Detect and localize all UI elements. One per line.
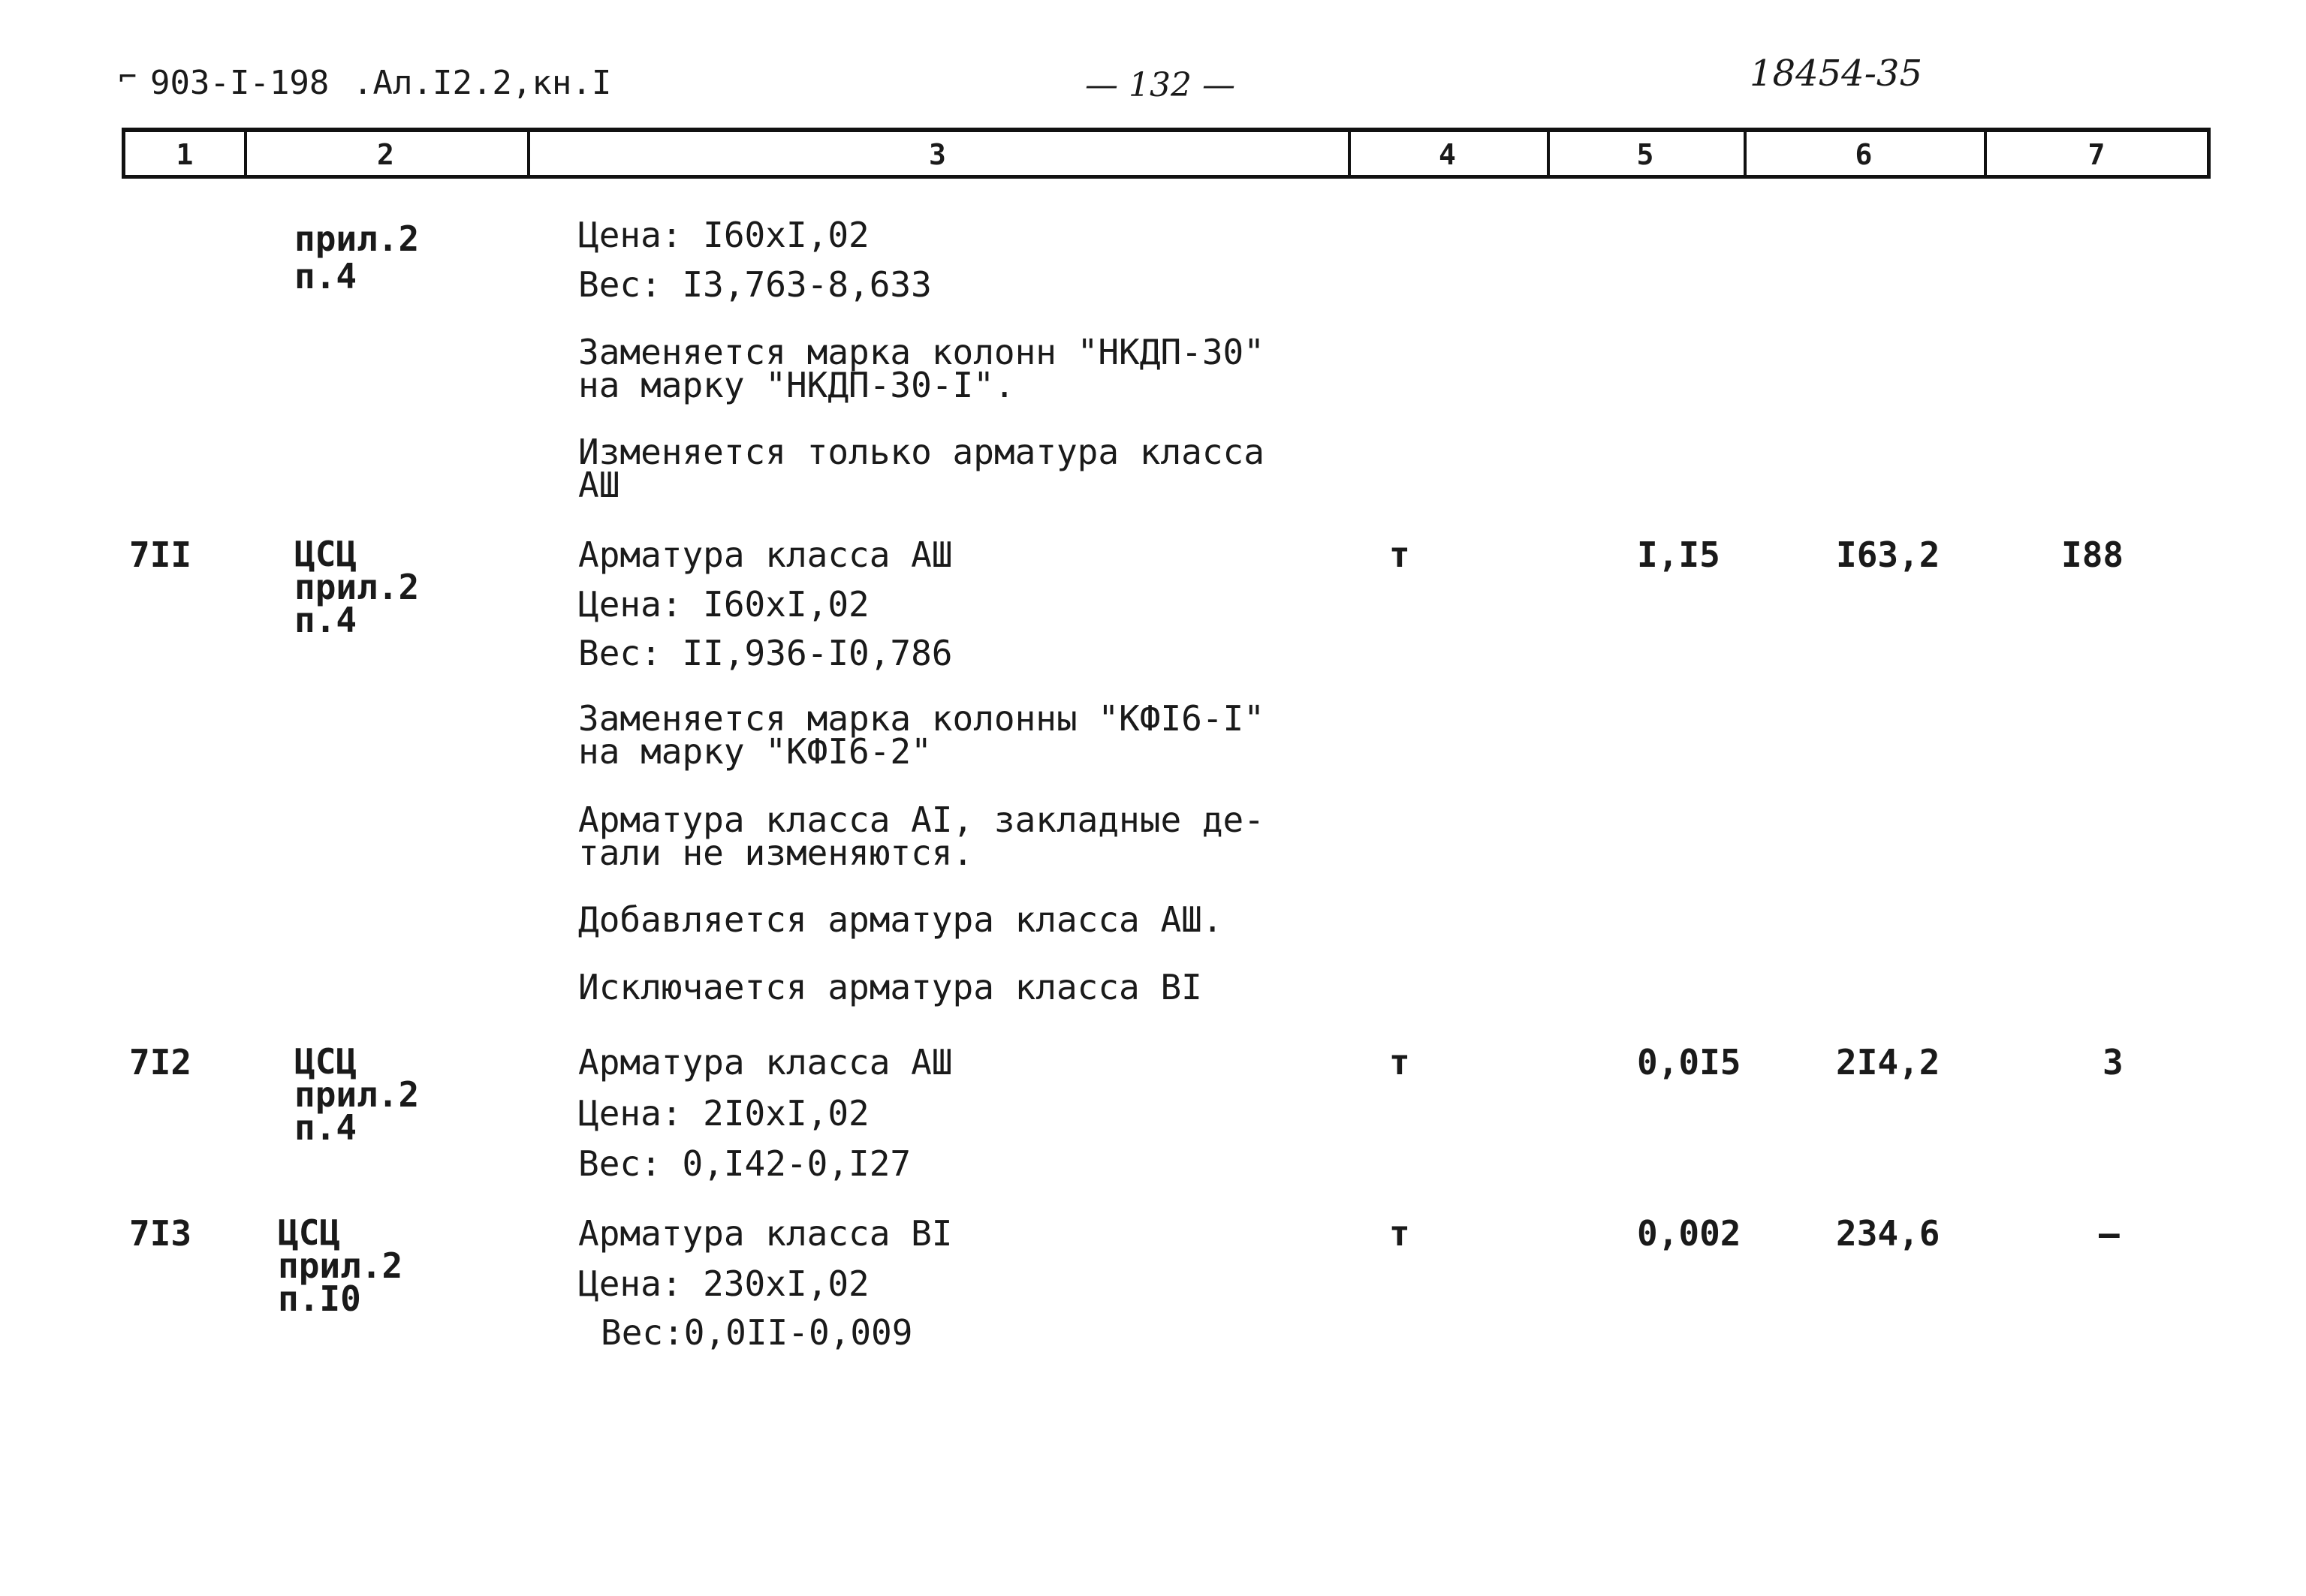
row-line: Исключается арматура класса ВI bbox=[578, 967, 1202, 1007]
row-line: Арматура класса ВI bbox=[578, 1213, 953, 1254]
column-number: 4 bbox=[1439, 138, 1456, 171]
corner-mark: ⌐ bbox=[119, 60, 137, 95]
row-unit: т bbox=[1389, 535, 1410, 575]
column-number: 7 bbox=[2087, 138, 2106, 171]
column-number: 3 bbox=[929, 138, 946, 171]
row-price: 2I4,2 bbox=[1836, 1042, 1940, 1083]
row-line: Арматура класса АШ bbox=[578, 535, 953, 575]
column-number: 1 bbox=[176, 138, 194, 171]
row-line: Добавляется арматура класса АШ. bbox=[578, 899, 1223, 940]
row-id: 7II bbox=[129, 535, 192, 575]
row-source: ЦСЦ прил.2 п.I0 bbox=[278, 1212, 403, 1319]
row-line: Цена: 2I0xI,02 bbox=[578, 1093, 870, 1134]
column-number: 2 bbox=[377, 138, 394, 171]
page-number: — 132 — bbox=[1085, 66, 1235, 104]
document-code: 903-I-198 bbox=[150, 64, 330, 102]
column-number: 6 bbox=[1855, 138, 1873, 171]
row-line: Цена: I60xI,02 bbox=[578, 584, 870, 625]
row-line: Арматура класса АI, закладные де- тали не изменяются. bbox=[578, 800, 1265, 873]
row-source: ЦСЦ прил.2 п.4 bbox=[294, 534, 420, 640]
row-quantity: I,I5 bbox=[1637, 535, 1720, 575]
row-source: прил.2 п.4 bbox=[294, 218, 420, 297]
row-line: Вес: II,936-I0,786 bbox=[578, 633, 953, 673]
row-total: – bbox=[2099, 1213, 2120, 1254]
row-line: Цена: I60xI,02 bbox=[578, 215, 870, 255]
row-price: 234,6 bbox=[1836, 1213, 1940, 1254]
document-code-suffix: .Ал.I2.2,кн.I bbox=[353, 64, 612, 102]
row-line: Заменяется марка колонн "НКДП-30" на марку "НКДП-30-I". bbox=[578, 332, 1265, 405]
row-line: Заменяется марка колонны "КФI6-I" на марку "КФI6-2" bbox=[578, 698, 1265, 772]
row-quantity: 0,002 bbox=[1637, 1213, 1741, 1254]
row-total: I88 bbox=[2061, 535, 2124, 575]
row-line: Изменяется только арматура класса АШ bbox=[578, 432, 1265, 505]
row-line: Цена: 230xI,02 bbox=[578, 1263, 870, 1304]
row-unit: т bbox=[1389, 1213, 1410, 1254]
row-line: Вес: 0,I42-0,I27 bbox=[578, 1143, 912, 1184]
row-source: ЦСЦ прил.2 п.4 bbox=[294, 1041, 420, 1148]
column-header-bar bbox=[122, 128, 2211, 179]
row-quantity: 0,0I5 bbox=[1637, 1042, 1741, 1083]
row-line: Вес: I3,763-8,633 bbox=[578, 264, 932, 305]
row-line: Вес:0,0II-0,009 bbox=[601, 1312, 913, 1353]
archive-number: 18454-35 bbox=[1750, 53, 1922, 95]
row-id: 7I2 bbox=[129, 1042, 192, 1083]
row-price: I63,2 bbox=[1836, 535, 1940, 575]
row-total: 3 bbox=[2103, 1042, 2124, 1083]
column-number: 5 bbox=[1636, 138, 1654, 171]
row-id: 7I3 bbox=[129, 1213, 192, 1254]
row-unit: т bbox=[1389, 1042, 1410, 1083]
row-line: Арматура класса АШ bbox=[578, 1042, 953, 1083]
